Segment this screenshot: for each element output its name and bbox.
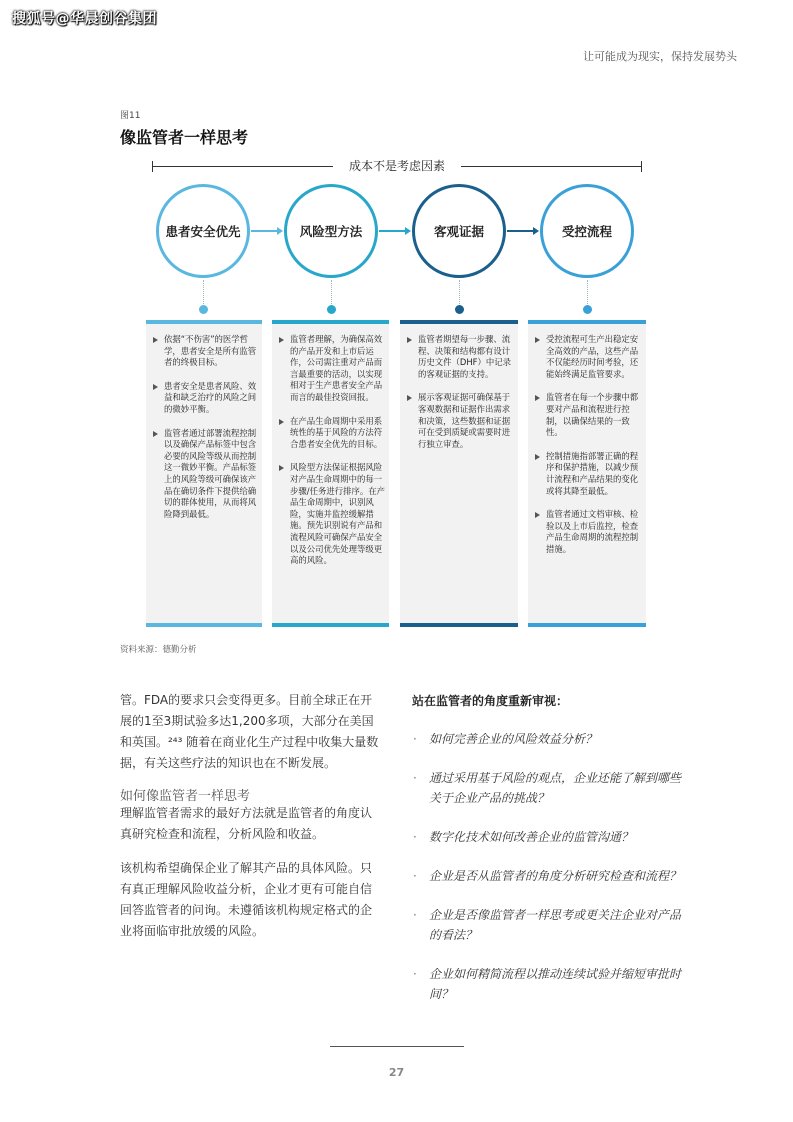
- section-heading: 如何像监管者一样思考: [120, 789, 251, 804]
- question-item: · 数字化技术如何改善企业的监管沟通？: [413, 830, 634, 844]
- circle-title: 患者安全优先: [165, 224, 241, 239]
- connector-line: [331, 280, 332, 306]
- figure-title: 像监管者一样思考: [120, 128, 249, 147]
- cost-label: 成本不是考虑因素: [333, 157, 461, 174]
- bullet-item: 依据“不伤害”的医学哲学，患者安全是所有监管者的终极目标。: [152, 334, 258, 369]
- connector-dot: [583, 305, 592, 314]
- connector-line: [587, 280, 588, 306]
- circle-title: 受控流程: [561, 224, 612, 239]
- column-objective-evidence: [400, 320, 518, 627]
- circle-title: 风险型方法: [299, 224, 363, 239]
- bullet-item: 控制措施指部署正确的程序和保护措施，以减少预计流程和产品结果的变化或将其降至最低。: [534, 451, 642, 497]
- watermark: 搜狐号@华晨创谷集团: [12, 11, 157, 27]
- circle-patient-safety: [156, 184, 250, 278]
- connector-dot: [455, 305, 464, 314]
- bullet-item: 患者安全是患者风险、效益和缺乏治疗的风险之间的微妙平衡。: [152, 381, 258, 416]
- body-paragraph: 该机构希望确保企业了解其产品的具体风险。只有真正理解风险收益分析，企业才更有可能自信回答监管者的问询。未遵循该机构规定格式的企业将面临审批放缓的风险。: [120, 861, 373, 938]
- circle-controlled-process: [540, 184, 634, 278]
- bullet-item: 监管者通过文档审核、检验以及上市后监控，检查产品生命周期的流程控制措施。: [534, 509, 642, 555]
- arrow-right-icon: [251, 230, 281, 232]
- arrow-right-icon: [507, 230, 537, 232]
- connector-line: [203, 280, 204, 306]
- bullet-item: 在产品生命周期中采用系统性的基于风险的方法符合患者安全优先的目标。: [278, 416, 385, 451]
- bullet-item: 监管者通过部署流程控制以及确保产品标签中包含必要的风险等级从而控制这一微妙平衡。产品标签上的风险等级可确保该产品在确切条件下提供给确切的群体使用，从而将风险降到最低。: [152, 428, 258, 521]
- connector-line: [459, 280, 460, 306]
- question-item: · 企业是否从监管者的角度分析研究检查和流程？: [413, 869, 682, 883]
- circle-objective-evidence: [412, 184, 506, 278]
- connector-dot: [327, 305, 336, 314]
- question-item: · 企业如何精简流程以推动连续试验并缩短审批时间？: [413, 967, 682, 1001]
- cost-bracket: [152, 159, 642, 173]
- column-patient-safety: [146, 320, 262, 627]
- bullet-item: 监管者期望每一步骤、流程、决策和结构都有设计历史文件（DHF）中记录的客观证据的支持。: [406, 334, 514, 380]
- bullet-item: 监管者理解，为确保高效的产品开发和上市后运作，公司需注重对产品而言最重要的活动，以实现相对于生产患者安全产品而言的最佳投资回报。: [278, 334, 385, 404]
- connector-dot: [199, 305, 208, 314]
- bullet-item: 风险型方法保证根据风险对产品生命周期中的每一步骤/任务进行排序。在产品生命周期中，识别风险，实施并监控缓解措施。预先识别说有产品和流程风险可确保产品安全以及公司优先处理等级更高的风险。: [278, 462, 385, 566]
- figure-source: 资料来源：德勤分析: [120, 645, 197, 655]
- body-paragraph: 管。FDA的要求只会变得更多。目前全球正在开展的1至3期试验多达1,200多项，大部分在美国和英国。²⁴³ 随着在商业化生产过程中收集大量数据，有关这些疗法的知识也在不断发展。: [120, 693, 379, 770]
- question-item: · 如何完善企业的风险效益分析？: [413, 732, 598, 746]
- sidebar-heading: 站在监管者的角度重新审视：: [412, 694, 569, 708]
- figure-label: 图11: [120, 111, 141, 121]
- arrow-right-icon: [379, 230, 409, 232]
- column-risk-based: [272, 320, 389, 627]
- page-number: 27: [388, 1066, 405, 1079]
- body-paragraph: 理解监管者需求的最好方法就是监管者的角度认真研究检查和流程，分析风险和收益。: [120, 806, 373, 841]
- footer-divider: [330, 1046, 464, 1047]
- question-list: [412, 729, 682, 1004]
- question-item: · 通过采用基于风险的观点，企业还能了解到哪些关于企业产品的挑战？: [413, 771, 682, 805]
- circle-risk-based: [284, 184, 378, 278]
- bullet-item: 展示客观证据可确保基于客观数据和证据作出需求和决策，这些数据和证据可在受到质疑或需要时进行独立审查。: [406, 392, 514, 450]
- column-controlled-process: [528, 320, 646, 627]
- running-header: 让可能成为现实，保持发展势头: [583, 50, 737, 63]
- bullet-item: 监管者在每一个步骤中都要对产品和流程进行控制，以确保结果的一致性。: [534, 392, 642, 438]
- bullet-item: 受控流程可生产出稳定安全高效的产品，这些产品不仅能经历时间考验，还能始终满足监管要求。: [534, 334, 642, 380]
- circle-title: 客观证据: [433, 224, 484, 239]
- question-item: · 企业是否像监管者一样思考或更关注企业对产品的看法？: [413, 908, 682, 942]
